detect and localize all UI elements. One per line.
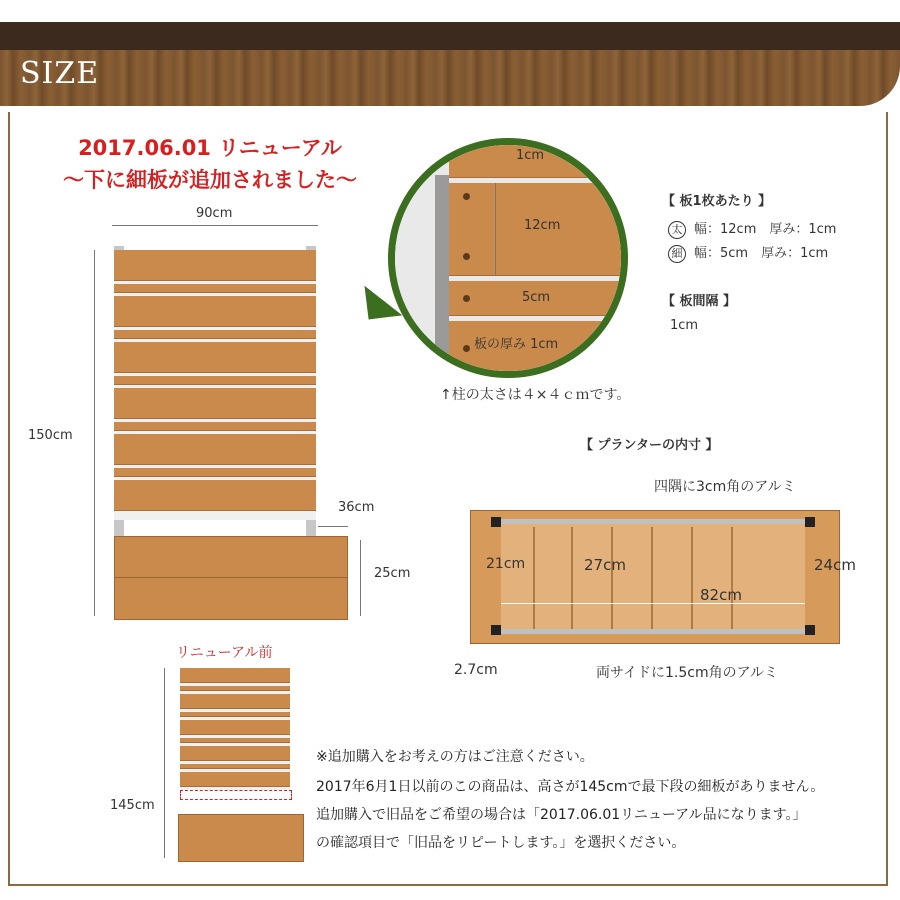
thin-icon: 細: [668, 245, 686, 263]
renewal-date-headline: 2017.06.01 リニューアル: [78, 136, 342, 160]
thin-slat-spec-text: 幅：5cm 厚み：1cm: [694, 246, 829, 261]
width-dimension-line: [112, 225, 318, 226]
depth-label: 36cm: [338, 500, 375, 515]
old-planter-box: [178, 814, 304, 862]
zoom-gap-label: 1cm: [516, 148, 545, 163]
notice-line-2: 追加購入で旧品をご希望の場合は「2017.06.01リニューアル品になります。」: [316, 807, 807, 823]
height-label: 150cm: [28, 428, 73, 443]
thick-icon: 太: [668, 221, 686, 239]
old-fence-panel: [180, 668, 290, 790]
inner-width-label: 82cm: [700, 586, 742, 604]
planter-box: [114, 536, 348, 620]
corner-aluminum-note: 四隅に3cm角のアルミ: [654, 479, 796, 495]
outer-height-label: 24cm: [814, 556, 856, 574]
section-title: SIZE: [20, 56, 100, 91]
thin-slat-spec: [668, 242, 828, 263]
depth-dimension-line: [318, 526, 348, 527]
notice-line-3: の確認項目で「旧品をリピートします。」を選択ください。: [316, 835, 686, 851]
old-version-label: リニューアル前: [176, 645, 273, 661]
zoom-thin-label: 5cm: [522, 290, 551, 305]
inner-height-label: 27cm: [584, 556, 626, 574]
inner-depth-label: 21cm: [486, 556, 526, 572]
thick-slat-spec: [668, 218, 836, 239]
gap-spec-heading: 【 板間隔 】: [662, 294, 737, 309]
missing-slat-marker: [180, 790, 292, 800]
top-band: [0, 22, 900, 50]
gap-spec-value: 1cm: [670, 318, 699, 333]
renewal-subheadline: ～下に細板が追加されました～: [63, 168, 357, 192]
section-header: [0, 50, 900, 106]
wall-thickness-label: 2.7cm: [454, 662, 498, 678]
post-size-note: ↑柱の太さは４×４ｃｍです。: [440, 387, 631, 403]
planter-height-dimension-line: [360, 540, 361, 616]
zoom-thickness-label: 板の厚み 1cm: [474, 337, 559, 352]
planter-height-label: 25cm: [374, 566, 411, 581]
notice-line-1: 2017年6月1日以前のこの商品は、高さが145cmで最下段の細板がありません。: [316, 779, 825, 795]
slat-spec-heading: 【 板1枚あたり 】: [662, 194, 772, 209]
width-label: 90cm: [196, 206, 233, 221]
old-height-label: 145cm: [110, 798, 155, 813]
zoom-thick-label: 12cm: [524, 218, 561, 233]
notice-title: ※追加購入をお考えの方はご注意ください。: [316, 749, 594, 765]
planter-top-view: [470, 510, 840, 644]
side-aluminum-note: 両サイドに1.5cm角のアルミ: [596, 665, 779, 681]
thick-slat-spec-text: 幅：12cm 厚み：1cm: [694, 222, 837, 237]
fence-panel: [114, 250, 316, 520]
old-height-dimension-line: [164, 668, 165, 858]
height-dimension-line: [94, 250, 95, 616]
planter-inner-heading: 【 プランターの内寸 】: [580, 438, 719, 453]
